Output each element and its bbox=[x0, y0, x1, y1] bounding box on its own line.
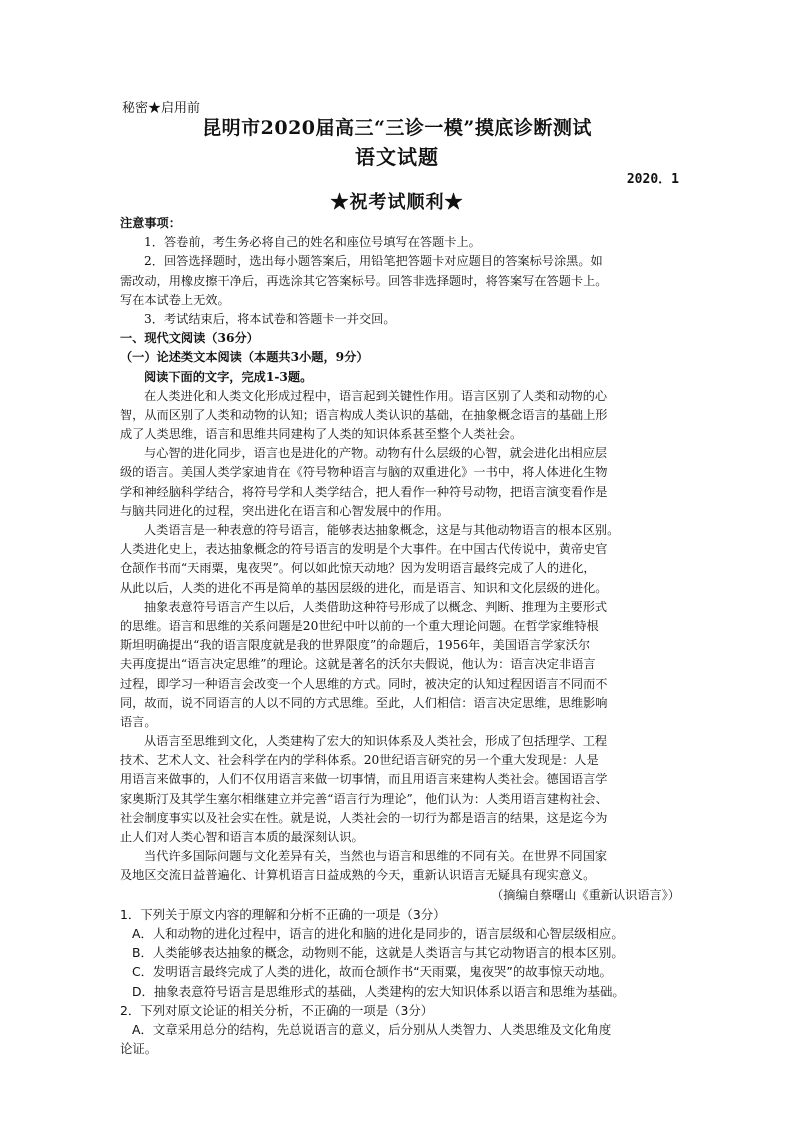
text-line: 社会制度事实以及社会实在性。就是说，人类社会的一切行为都是语言的结果，这是迄今为 bbox=[120, 810, 608, 825]
text-line: 止人们对人类心智和语言本质的最深刻认识。 bbox=[120, 830, 364, 844]
text-line: 及地区交流日益普遍化、计算机语言日益成熟的今天，重新认识语言无疑具有现实意义。 bbox=[120, 868, 596, 883]
text-line: 从此以后，人类的进化不再是简单的基因层级的进化，而是语言、知识和文化层级的进化。 bbox=[120, 580, 608, 595]
text-line: 需改动，用橡皮擦干净后，再选涂其它答案标号。回答非选择题时，将答案写在答题卡上。 bbox=[120, 273, 608, 288]
text-line: 同，故而，说不同语言的人以不同的方式思维。至此，人们相信：语言决定思维，思维影响 bbox=[120, 695, 608, 710]
text-line: 语言。 bbox=[120, 714, 157, 729]
text-line: 人类进化史上，表达抽象概念的符号语言的发明是个大事件。在中国古代传说中，黄帝史官 bbox=[120, 542, 608, 557]
blessing-banner: ★祝考试顺利★ bbox=[330, 192, 464, 213]
text-line: 1．下列关于原文内容的理解和分析不正确的一项是（3分） bbox=[120, 906, 446, 922]
text-line: 注意事项： bbox=[120, 216, 181, 230]
text-line: 家奥斯汀及其学生塞尔相继建立并完善“语言行为理论”，他们认为：人类用语言建构社会、 bbox=[120, 791, 608, 806]
text-line: 斯坦明确提出“我的语言限度就是我的世界限度”的命题后，1956年，美国语言学家沃尔 bbox=[120, 638, 591, 653]
text-line: 人类语言是一种表意的符号语言，能够表达抽象概念，这是与其他动物语言的根本区别。 bbox=[144, 523, 620, 537]
text-line: 过程，即学习一种语言会改变一个人思维的方式。同时，被决定的认知过程因语言不同而不 bbox=[120, 676, 608, 691]
text-line: C．发明语言最终完成了人类的进化，故而仓颉作书“天雨粟，鬼夜哭”的故事惊天动地。 bbox=[132, 964, 612, 980]
text-line: 与脑共同进化的过程，突出进化在语言和心智发展中的作用。 bbox=[120, 503, 450, 518]
text-line: A．人和动物的进化过程中，语言的进化和脑的进化是同步的，语言层级和心智层级相应。 bbox=[132, 925, 624, 941]
text-line: 学和神经脑科学结合，将符号学和人类学结合，把人看作一种符号动物，把语言演变看作是 bbox=[120, 484, 608, 499]
exam-date: 2020．1 bbox=[626, 172, 679, 187]
exam-subtitle: 语文试题 bbox=[355, 145, 439, 169]
text-line: 抽象表意符号语言产生以后，人类借助这种符号形成了以概念、判断、推理为主要形式 bbox=[144, 599, 608, 614]
text-line: 一、现代文阅读（36分） bbox=[120, 331, 259, 346]
text-line: （摘编自蔡曙山《重新认识语言》） bbox=[491, 887, 680, 902]
text-line: 写在本试卷上无效。 bbox=[120, 292, 230, 307]
text-line: 用语言来做事的，人们不仅用语言来做一切事情，而且用语言来建构人类社会。德国语言学 bbox=[120, 772, 608, 787]
text-line: 3．考试结束后，将本试卷和答题卡一并交回。 bbox=[144, 311, 396, 326]
text-line: 2．回答选择题时，选出每小题答案后，用铅笔把答题卡对应题目的答案标号涂黑。如 bbox=[144, 254, 603, 269]
exam-title: 昆明市2020届高三“三诊一模”摸底诊断测试 bbox=[202, 117, 592, 139]
text-line: 级的语言。美国人类学家迪肯在《符号物种语言与脑的双重进化》一书中，将人体进化生物 bbox=[120, 465, 608, 480]
text-line: B．人类能够表达抽象的概念，动物则不能，这就是人类语言与其它动物语言的根本区别。 bbox=[132, 945, 624, 961]
confidential-label: 秘密★启用前 bbox=[122, 101, 201, 116]
document-body bbox=[120, 214, 680, 1058]
text-line: 仓颉作书而“天雨粟，鬼夜哭”。何以如此惊天动地？因为发明语言最终完成了人的进化， bbox=[120, 561, 596, 576]
text-line: 2．下列对原文论证的相关分析，不正确的一项是（3分） bbox=[120, 1002, 434, 1018]
text-line: A．文章采用总分的结构，先总说语言的意义，后分别从人类智力、人类思维及文化角度 bbox=[132, 1021, 612, 1037]
text-line: D．抽象表意符号语言是思维形式的基础，人类建构的宏大知识体系以语言和思维为基础。 bbox=[132, 983, 625, 999]
text-line: 与心智的进化同步，语言也是进化的产物。动物有什么层级的心智，就会进化出相应层 bbox=[144, 446, 608, 461]
text-line: 从语言至思维到文化，人类建构了宏大的知识体系及人类社会，形成了包括理学、工程 bbox=[144, 734, 608, 749]
text-line: 阅读下面的文字，完成1-3题。 bbox=[144, 369, 313, 384]
text-line: 当代许多国际问题与文化差异有关，当然也与语言和思维的不同有关。在世界不同国家 bbox=[144, 849, 608, 864]
text-line: 的思维。语言和思维的关系问题是20世纪中叶以前的一个重大理论问题。在哲学家维特根 bbox=[120, 618, 599, 633]
text-line: 1．答卷前，考生务必将自己的姓名和座位号填写在答题卡上。 bbox=[144, 235, 481, 250]
text-line: （一）论述类文本阅读（本题共3小题，9分） bbox=[120, 350, 369, 365]
text-line: 智，从而区别了人类和动物的认知；语言构成人类认识的基础，在抽象概念语言的基础上形 bbox=[120, 407, 608, 422]
text-line: 论证。 bbox=[120, 1041, 158, 1057]
text-line: 夫再度提出“语言决定思维”的理论。这就是著名的沃尔夫假说，他认为：语言决定非语言 bbox=[120, 657, 596, 672]
text-line: 在人类进化和人类文化形成过程中，语言起到关键性作用。语言区别了人类和动物的心 bbox=[144, 388, 608, 403]
text-line: 技术、艺术人文、社会科学在内的学科体系。20世纪语言研究的另一个重大发现是：人是 bbox=[120, 753, 599, 768]
text-line: 成了人类思维，语言和思维共同建构了人类的知识体系甚至整个人类社会。 bbox=[120, 427, 523, 442]
